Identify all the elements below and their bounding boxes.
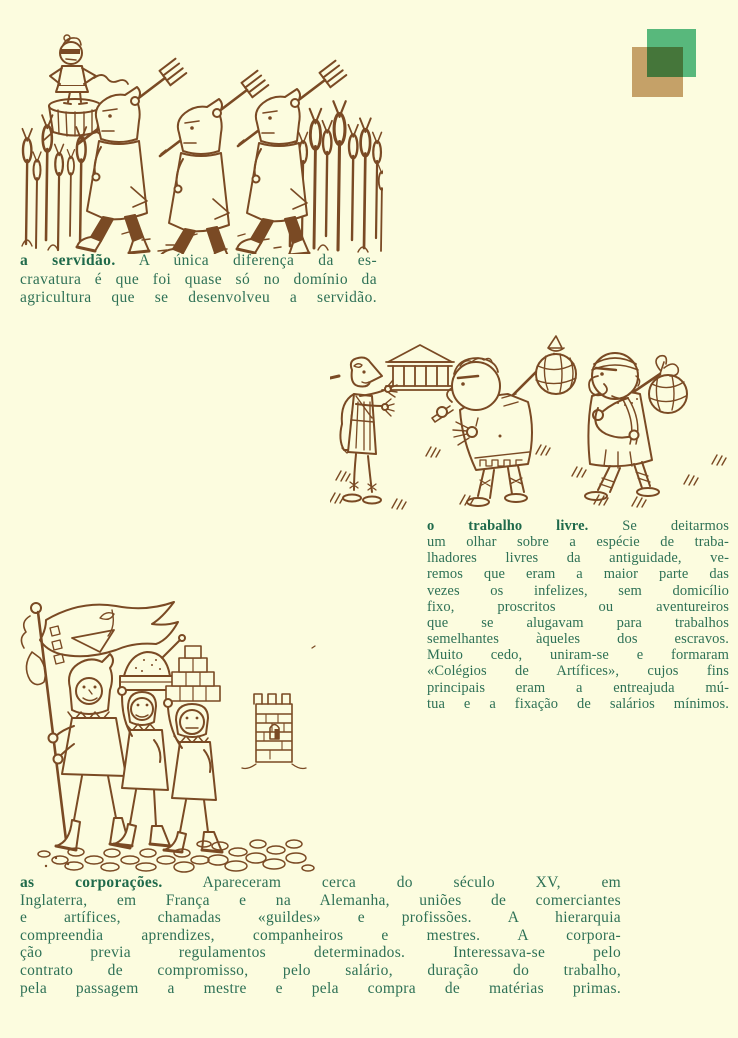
brick-carrier-figure (164, 646, 222, 852)
tray-carrier-figure (114, 635, 186, 846)
text-line: fixo, proscritos ou aventureiros (427, 598, 729, 615)
line-text: A única diferença da es- (138, 252, 378, 269)
text-line: vezes os infelizes, sem domicílio (427, 582, 729, 599)
text-line: semelhantes àqueles dos escravos. (427, 631, 729, 648)
text-line (427, 518, 729, 534)
line-text: Apareceram cerca do século XV, em (202, 874, 621, 891)
temple-icon (382, 345, 458, 390)
paragraph-lines (427, 534, 729, 712)
serfs-illustration (18, 26, 383, 254)
text-line: ção previa regulamentos determinados. Interessava-se pelo (20, 944, 621, 962)
edge-mark (330, 376, 339, 378)
bindle-bag-2 (649, 356, 687, 413)
worker-with-bindle-figure (585, 353, 687, 500)
paragraph-trabalho-livre (427, 518, 729, 712)
text-line (20, 874, 621, 892)
text-line: principais eram a entreajuda mú- (427, 679, 729, 696)
paragraph-lines (20, 271, 377, 308)
text-line: compreendia aprendizes, companheiros e mestres. A corpora- (20, 926, 621, 944)
text-line: agricultura que se desenvolveu a servidão. (20, 289, 377, 307)
bindle-bag-1 (536, 336, 576, 394)
text-line: que se alugavam para trabalhos (427, 614, 729, 631)
serf-figure-2 (159, 71, 268, 254)
text-line: Inglaterra, em França e na Alemanha, uniões de comerciantes (20, 891, 621, 909)
text-line: tua e a fixação de salários mínimos. (427, 695, 729, 712)
guild-procession-drawing (16, 592, 316, 874)
tower-icon (242, 646, 315, 769)
standard-bearer-figure (49, 654, 131, 850)
heading-a-servidao: a servidão. (20, 252, 116, 269)
text-line: lhadores livres da antiguidade, ve- (427, 550, 729, 567)
text-line: e artífices, chamadas «guildes» e profissões. A hierarquia (20, 909, 621, 927)
paragraph-servidao (20, 252, 377, 308)
line-text: Se deitarmos (622, 518, 729, 534)
text-line: pela passagem a mestre e pela compra de matérias primas. (20, 979, 621, 997)
heading-as-corporacoes: as corporações. (20, 874, 163, 891)
free-workers-drawing (330, 332, 732, 517)
serfs-drawing (18, 26, 383, 254)
guild-procession-illustration (16, 592, 316, 874)
paragraph-lines (20, 892, 621, 998)
text-line (20, 252, 377, 271)
overseer-figure (50, 35, 128, 104)
paragraph-corporacoes (20, 874, 621, 997)
text-line: «Colégios de Artífices», cujos fins (427, 663, 729, 680)
free-workers-illustration (330, 332, 732, 517)
text-line: um olhar sobre a espécie de traba- (427, 534, 729, 551)
text-line: contrato de compromisso, pelo salário, duração do trabalho, (20, 961, 621, 979)
text-line: Muito cedo, uniram-se e formaram (427, 647, 729, 664)
text-line: cravatura é que foi quase só no domínio da (20, 270, 377, 288)
heading-o-trabalho-livre: o trabalho livre. (427, 518, 589, 534)
pleading-man-figure (340, 358, 397, 504)
tan-square (632, 47, 683, 97)
text-line: remos que eram a maior parte das (427, 566, 729, 583)
